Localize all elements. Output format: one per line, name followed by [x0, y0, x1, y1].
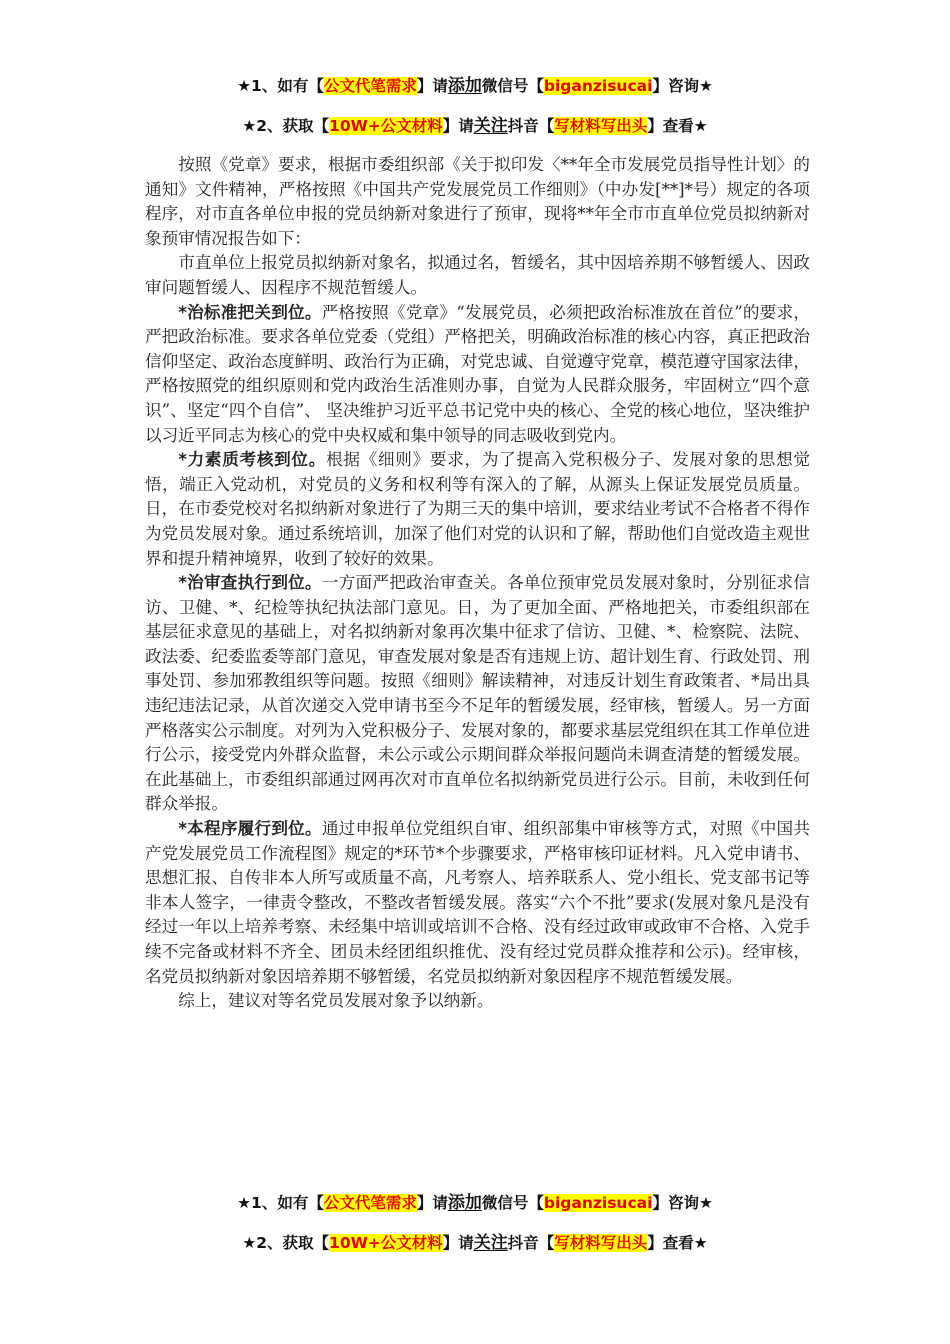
banner-highlight-wechat: biganzisucai	[543, 1194, 653, 1212]
banner-highlight-douyin: 写材料写出头	[554, 117, 648, 135]
banner-text: 微信号【	[481, 1194, 544, 1212]
section-heading: *治审查执行到位。	[178, 573, 322, 593]
section-heading: *治标准把关到位。	[178, 302, 322, 322]
document-body	[145, 153, 810, 1014]
banner-text: 抖音【	[507, 1234, 555, 1252]
paragraph-intro: 按照《党章》要求，根据市委组织部《关于拟印发〈**年全市发展党员指导性计划〉的通知》文件精神，严格按照《中国共产党发展党员工作细则》（中办发[**]*号）规定的各项程序，对市直各单位申报的党员纳新对象进行了预审，现将**年全市市直单位党员拟纳新对象预审情况报告如下：	[145, 155, 810, 248]
banner-text: 】请	[416, 77, 448, 95]
paragraph-procedure	[145, 817, 810, 989]
banner-highlight: 10W+公文材料	[329, 117, 443, 135]
section-heading: *本程序履行到位。	[178, 819, 322, 839]
banner-underlined: 关注	[473, 1233, 508, 1253]
footer-banner-line2	[0, 1228, 950, 1253]
paragraph-conclusion: 综上，建议对等名党员发展对象予以纳新。	[178, 991, 494, 1011]
banner-text: 】查看★	[647, 1234, 708, 1252]
banner-highlight: 公文代笔需求	[323, 77, 417, 95]
paragraph-summary: 市直单位上报党员拟纳新对象名，拟通过名，暂缓名，其中因培养期不够暂缓人、因政审问题暂缓人、因程序不规范暂缓人。	[145, 253, 810, 297]
banner-text: ★2、获取【	[242, 117, 330, 135]
paragraph-quality-assessment	[145, 448, 810, 571]
header-banner-line2	[0, 111, 950, 136]
banner-text: ★1、如有【	[237, 77, 324, 95]
paragraph-text: 严格按照《党章》“发展党员，必须把政治标准放在首位”的要求，严把政治标准。要求各单位党委（党组）严格把关，明确政治标准的核心内容，真正把政治信仰坚定、政治态度鲜明、政治行为正确，对党忠诚、自觉遵守党章，模范遵守国家法律，严格按照党的组织原则和党内政治生活准则办事，自觉为人民群众服务，牢固树立“四个意识”、坚定“四个自信”、 坚决维护习近平总书记党中央的核心、全党的核心地位，坚决维护以习近平同志为核心的党中央权威和集中领导的同志吸收到党内。	[145, 302, 810, 445]
banner-highlight: 10W+公文材料	[329, 1234, 443, 1252]
paragraph-text: 根据《细则》要求，为了提高入党积极分子、发展对象的思想觉悟，端正入党动机，对党员的义务和权利等有深入的了解，从源头上保证发展党员质量。日，在市委党校对名拟纳新对象进行了为期三天的集中培训，要求结业考试不合格者不得作为党员发展对象。通过系统培训，加深了他们对党的认识和了解，帮助他们自觉改造主观世界和提升精神境界，收到了较好的效果。	[145, 450, 810, 568]
banner-text: 】咨询★	[652, 77, 713, 95]
banner-text: 】查看★	[647, 117, 708, 135]
paragraph-political-standard	[145, 301, 810, 449]
banner-underlined: 关注	[473, 116, 508, 136]
footer-banner-line1	[0, 1188, 950, 1213]
banner-text: 】请	[416, 1194, 448, 1212]
banner-underlined: 添加	[447, 76, 482, 96]
banner-underlined: 添加	[447, 1193, 482, 1213]
banner-text: 】请	[442, 117, 474, 135]
banner-text: 】咨询★	[652, 1194, 713, 1212]
banner-highlight: 公文代笔需求	[323, 1194, 417, 1212]
header-banner-line1	[0, 71, 950, 96]
banner-text: ★2、获取【	[242, 1234, 330, 1252]
banner-text: ★1、如有【	[237, 1194, 324, 1212]
paragraph-text: 通过申报单位党组织自审、组织部集中审核等方式，对照《中国共产党发展党员工作流程图》规定的*环节*个步骤要求，严格审核印证材料。凡入党申请书、思想汇报、自传非本人所写或质量不高，凡考察人、培养联系人、党小组长、党支部书记等非本人签字，一律责令整改，不整改者暂缓发展。落实“六个不批”要求(发展对象凡是没有经过一年以上培养考察、未经集中培训或培训不合格、没有经过政审或政审不合格、入党手续不完备或材料不齐全、团员未经团组织推优、没有经过党员群众推荐和公示)。经审核，名党员拟纳新对象因培养期不够暂缓，名党员拟纳新对象因程序不规范暂缓发展。	[145, 819, 810, 986]
section-heading: *力素质考核到位。	[178, 450, 327, 470]
banner-text: 微信号【	[481, 77, 544, 95]
banner-text: 】请	[442, 1234, 474, 1252]
paragraph-political-review	[145, 571, 810, 817]
paragraph-text: 一方面严把政治审查关。各单位预审党员发展对象时，分别征求信访、卫健、*、纪检等执纪执法部门意见。日，为了更加全面、严格地把关，市委组织部在基层征求意见的基础上，对名拟纳新对象再次集中征求了信访、卫健、*、检察院、法院、政法委、纪委监委等部门意见，审查发展对象是否有违规上访、超计划生育、行政处罚、刑事处罚、参加邪教组织等问题。按照《细则》解读精神，对违反计划生育政策者、*局出具违纪违法记录，从首次递交入党申请书至今不足年的暂缓发展，经审核，暂缓人。另一方面严格落实公示制度。对列为入党积极分子、发展对象的，都要求基层党组织在其工作单位进行公示，接受党内外群众监督，未公示或公示期间群众举报问题尚未调查清楚的暂缓发展。在此基础上，市委组织部通过网再次对市直单位名拟纳新党员进行公示。目前，未收到任何群众举报。	[145, 573, 810, 814]
banner-highlight-douyin: 写材料写出头	[554, 1234, 648, 1252]
banner-highlight-wechat: biganzisucai	[543, 77, 653, 95]
banner-text: 抖音【	[507, 117, 555, 135]
